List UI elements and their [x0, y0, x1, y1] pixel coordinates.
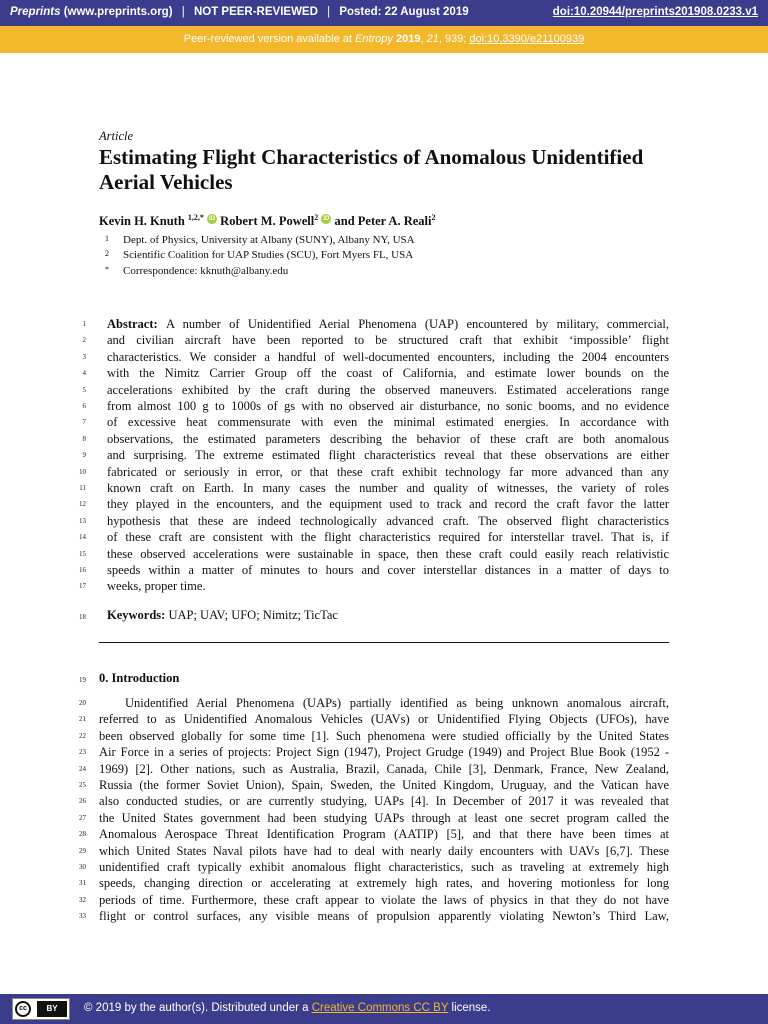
line-number: 7 [82, 418, 86, 427]
line-number: 26 [79, 797, 86, 806]
abstract-line-text: of excessive heat commensurate with even the minimal estimated energies. In accordance with [107, 415, 669, 430]
body-text-line: the United States government had been studying UAPs through at least one secret program called the [99, 810, 669, 825]
line-number: 29 [79, 846, 86, 855]
abstract-line [107, 578, 669, 594]
journal-volume: 21 [426, 33, 439, 45]
abstract-line [107, 398, 669, 414]
review-status: NOT PEER-REVIEWED [193, 6, 318, 18]
author-name: Kevin H. Knuth [99, 214, 185, 229]
body-text-line: which United States Naval pilots have had to deal with nearly daily encounters with UAVs [6,7]. These [99, 843, 669, 858]
abstract-line-text: of these craft are consistent with the flight characteristics required for interstellar travel. That is, if [107, 530, 669, 545]
abstract-line-text: speeds within a matter of minutes to hours and cover interstellar distances in a matter of days to [107, 563, 669, 577]
cc-icon: cc [15, 1001, 31, 1017]
abstract-line [107, 447, 669, 463]
abstract-line [107, 529, 669, 545]
line-number: 33 [79, 912, 86, 921]
by-icon: BY [37, 1001, 67, 1017]
abstract-label: Abstract: [107, 317, 166, 331]
journal-doi-link[interactable]: doi:10.3390/e21100939 [469, 33, 585, 45]
abstract-line-text: with the Nimitz Carrier Group off the coast of California, and estimate lower bounds on the [107, 366, 669, 381]
line-number: 20 [79, 699, 86, 707]
peer-reviewed-banner: Peer-reviewed version available at Entropy 2019, 21, 939; doi:10.3390/e21100939 [0, 26, 768, 53]
abstract-line-text: hypothesis that these are indeed technologically advanced craft. The observed flight characteristics [107, 513, 669, 528]
abstract-line-text: fabricated or seriously in error, or that these craft exhibit technology far more advanced than any [107, 464, 669, 479]
journal-year: 2019 [395, 33, 421, 45]
license-footer [0, 994, 768, 1024]
line-number: 25 [79, 781, 86, 789]
line-number: 2 [82, 336, 86, 345]
abstract-line [107, 365, 669, 381]
article-type-label: Article [99, 129, 134, 143]
body-text-line: periods of time. Furthermore, these craft appear to violate the laws of physics in that they do not have [99, 892, 669, 907]
line-number: 8 [82, 434, 86, 443]
orcid-icon[interactable]: iD [323, 216, 330, 222]
line-number: 3 [82, 352, 86, 361]
orcid-icon[interactable]: iD [209, 216, 216, 222]
line-number: 31 [79, 879, 86, 888]
line-number: 21 [79, 715, 86, 724]
body-text-line: 1969) [2]. Other nations, such as Australia, Brazil, Canada, Chile [3], Denmark, France, New Zealand, [99, 761, 669, 776]
article-title: Estimating Flight Characteristics of Anomalous Unidentified Aerial Vehicles [99, 145, 644, 194]
line-number: 17 [79, 582, 86, 591]
journal-name: Entropy [354, 33, 393, 45]
body-text-line: Unidentified Aerial Phenomena (UAPs) partially identified as being unknown anomalous aircraft, [125, 696, 669, 710]
line-number: 6 [82, 402, 86, 410]
cc-by-badge-icon[interactable] [12, 998, 70, 1020]
author-affiliation-marks: 1,2,* [187, 213, 204, 222]
body-text-line: Russia (the former Soviet Union), Spain, Sweden, the United Kingdom, Uruguay, and the Vatican have [99, 778, 669, 792]
abstract-line-text: observations, the estimated parameters describing the behavior of these craft are both anomalous [107, 431, 669, 446]
body-text-line: unidentified craft typically exhibit anomalous flight characteristics, such as traveling at extremely high [99, 860, 669, 874]
affiliation-item: 1 Dept. of Physics, University at Albany (SUNY), Albany NY, USA [105, 234, 415, 246]
body-text-line: also conducted studies, or are currently studying, UAPs [4]. In December of 2017 it was revealed that [99, 794, 669, 809]
abstract-line-text: known craft on Earth. In many cases the number and quality of witnesses, the variety of roles [107, 481, 669, 495]
brand-url[interactable]: (www.preprints.org) [63, 6, 173, 18]
posted-date: Posted: 22 August 2019 [339, 6, 469, 18]
line-number: 11 [79, 484, 86, 492]
section-heading: 0. Introduction [99, 671, 180, 685]
line-number: 9 [82, 451, 86, 460]
preprint-doi-link[interactable]: doi:10.20944/preprints201908.0233.v1 [552, 6, 758, 18]
line-number: 22 [79, 731, 86, 740]
abstract-line [107, 382, 669, 398]
abstract-line [107, 480, 669, 496]
abstract-line [107, 431, 669, 447]
abstract-line [107, 349, 669, 365]
line-number: 23 [79, 748, 86, 757]
line-number: 1 [82, 320, 86, 328]
abstract-line-text: characteristics. We consider a handful of well-documented encounters, including the 2004 encounters [107, 349, 669, 364]
abstract-line-text: A number of Unidentified Aerial Phenomena (UAP) encountered by military, commercial, [166, 317, 669, 331]
abstract-line-text: and surprising. The extreme estimated flight characteristics reveal that these observations are either [107, 448, 669, 463]
line-number: 24 [79, 764, 86, 773]
line-number: 5 [82, 385, 86, 394]
line-number: 13 [79, 516, 86, 525]
abstract-line-text: accelerations exhibited by the craft during the observed maneuvers. Estimated accelerations range [107, 382, 669, 397]
author-affiliation-marks: 2 [314, 213, 319, 222]
abstract-line-text: these observed accelerations were sustainable in space, then these craft could easily reach relativistic [107, 546, 669, 561]
affiliation-item: 2 Scientific Coalition for UAP Studies (SCU), Fort Myers FL, USA [105, 249, 414, 261]
section-divider [99, 642, 669, 643]
body-text-line: flight or control surfaces, any visible means of propulsion apparently violating Newton’s Third Law, [99, 909, 669, 924]
abstract-line [107, 316, 669, 332]
author-list [99, 213, 435, 229]
line-number: 16 [79, 566, 86, 574]
line-number: 19 [79, 676, 86, 684]
body-text-line: Anomalous Aerospace Threat Identification Program (AATIP) [5], and that there have been times at [99, 827, 669, 842]
keywords-text: UAP; UAV; UFO; Nimitz; TicTac [168, 608, 338, 622]
correspondence-item: * Correspondence: kknuth@albany.edu [105, 265, 289, 277]
keywords-label: Keywords: [107, 608, 166, 622]
brand-name: Preprints [10, 6, 61, 18]
line-number: 4 [82, 369, 86, 378]
author-affiliation-marks: 2 [431, 213, 436, 222]
line-number: 12 [79, 500, 86, 509]
body-text-line: referred to as Unidentified Anomalous Vehicles (UAVs) or Unidentified Flying Objects (UFOs), have [99, 712, 669, 727]
body-text-line: been observed globally for some time [1]. Such phenomena were studied officially by the United States [99, 728, 669, 743]
line-number: 10 [79, 467, 86, 476]
line-number: 30 [79, 863, 86, 871]
abstract-line [107, 464, 669, 480]
body-text-line: Air Force in a series of projects: Project Sign (1947), Project Grudge (1949) and Project Blue Book (1952 - [99, 745, 669, 760]
abstract-line [107, 513, 669, 529]
body-text-line: speeds, changing direction or accelerating at extremely high rates, and hovering motionless for long [99, 876, 669, 891]
keywords [107, 608, 338, 623]
abstract-line-text: weeks, proper time. [107, 579, 206, 594]
line-number: 14 [79, 533, 86, 542]
line-number: 32 [79, 895, 86, 904]
author-name: and Peter A. Reali [334, 214, 432, 229]
author-name: Robert M. Powell [220, 214, 315, 229]
abstract-line [107, 562, 669, 578]
line-number: 27 [79, 813, 86, 822]
preprint-header-left: Preprints (www.preprints.org) | NOT PEER-REVIEWED | Posted: 22 August 2019 [10, 6, 469, 18]
license-text: © 2019 by the author(s). Distributed under a Creative Commons CC BY license. [84, 1002, 491, 1014]
abstract-line [107, 414, 669, 430]
abstract-line-text: and civilian aircraft have been reported to be structured craft that exhibit ‘impossible’ flight [107, 333, 669, 348]
line-number: 18 [79, 613, 86, 621]
abstract-line [107, 546, 669, 562]
abstract-line-text: they played in the encounters, and the equipment used to track and record the craft favor the latter [107, 497, 669, 512]
license-link[interactable]: Creative Commons CC BY [311, 1002, 449, 1014]
preprint-header-bar [0, 0, 768, 26]
line-number: 15 [79, 549, 86, 558]
abstract-line [107, 496, 669, 512]
abstract-line-text: from almost 100 g to 1000s of gs with no observed air disturbance, no sonic booms, and no evidence [107, 399, 669, 413]
line-number: 28 [79, 830, 86, 839]
abstract-line [107, 332, 669, 348]
